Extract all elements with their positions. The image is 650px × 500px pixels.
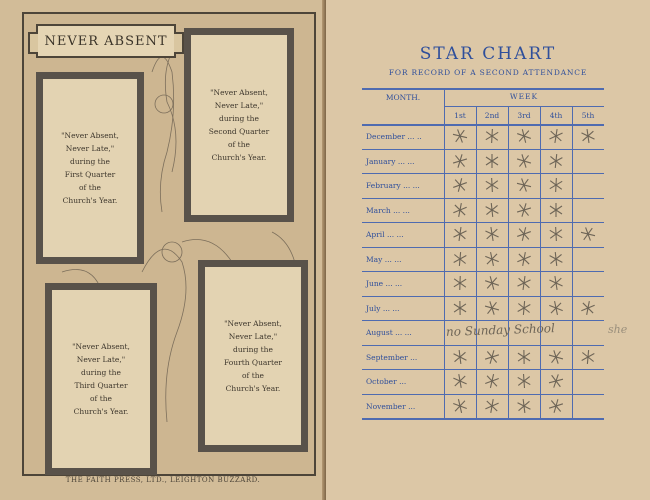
header-bottom-line bbox=[362, 124, 604, 126]
quarter-frame-4 bbox=[198, 260, 308, 452]
pencil-star-icon bbox=[516, 177, 532, 193]
pencil-star-icon bbox=[516, 373, 532, 389]
month-label: May ... ... bbox=[366, 254, 402, 264]
pencil-star-icon bbox=[548, 153, 564, 169]
row-line bbox=[362, 222, 604, 223]
pencil-star-icon bbox=[548, 177, 564, 193]
pencil-star-icon bbox=[516, 398, 532, 414]
month-label: March ... ... bbox=[366, 205, 410, 215]
quarter-text-3: "Never Absent, Never Late," during the Third Quarter of the Church's Year. bbox=[72, 342, 130, 416]
pencil-star-icon bbox=[452, 275, 468, 291]
pencil-star-icon bbox=[548, 226, 564, 242]
chart-title: STAR CHART bbox=[419, 44, 557, 64]
pencil-star-icon bbox=[516, 202, 532, 218]
right-page bbox=[326, 0, 650, 500]
pencil-star-icon bbox=[452, 300, 468, 316]
pencil-star-icon bbox=[484, 300, 500, 316]
pencil-star-icon bbox=[484, 153, 500, 169]
pencil-star-icon bbox=[452, 373, 468, 389]
quarter-text-4: "Never Absent, Never Late," during the Fourth Quarter of the Church's Year. bbox=[223, 319, 283, 393]
pencil-star-icon bbox=[484, 275, 500, 291]
chart-subtitle: FOR RECORD OF A SECOND ATTENDANCE bbox=[388, 68, 588, 77]
month-label: October ... bbox=[366, 377, 407, 386]
pencil-star-icon bbox=[452, 226, 468, 242]
row-line bbox=[362, 247, 604, 248]
row-line bbox=[362, 296, 604, 297]
week-divider bbox=[572, 106, 573, 418]
week-label: 3rd bbox=[517, 111, 531, 120]
pencil-star-icon bbox=[580, 300, 596, 316]
month-label: June ... ... bbox=[366, 279, 403, 288]
week-label: 1st bbox=[454, 111, 466, 120]
pencil-star-icon bbox=[452, 153, 468, 169]
pencil-star-icon bbox=[548, 251, 564, 267]
week-label: 5th bbox=[581, 111, 595, 120]
pencil-star-icon bbox=[452, 349, 468, 365]
week-divider bbox=[508, 106, 509, 418]
week-divider bbox=[476, 106, 477, 418]
pencil-star-icon bbox=[548, 373, 564, 389]
month-label: August ... ... bbox=[366, 328, 412, 337]
pencil-star-icon bbox=[452, 202, 468, 218]
row-line bbox=[362, 271, 604, 272]
pencil-star-icon bbox=[484, 398, 500, 414]
quarter-text-1: "Never Absent, Never Late," during the First Quarter of the Church's Year. bbox=[61, 131, 119, 205]
pencil-star-icon bbox=[548, 349, 564, 365]
quarter-text-2: "Never Absent, Never Late," during the Second Quarter of the Church's Year. bbox=[208, 88, 270, 162]
star-chart-grid bbox=[362, 88, 628, 434]
row-line bbox=[362, 198, 604, 199]
month-label: February ... ... bbox=[366, 181, 420, 190]
banner-text: NEVER ABSENT bbox=[44, 33, 168, 49]
row-line bbox=[362, 149, 604, 150]
pencil-star-icon bbox=[516, 128, 532, 144]
month-divider bbox=[444, 88, 445, 418]
row-line bbox=[362, 320, 604, 321]
month-label: January ... ... bbox=[366, 156, 415, 166]
publisher-footer: THE FAITH PRESS, LTD., LEIGHTON BUZZARD. bbox=[65, 476, 261, 484]
pencil-star-icon bbox=[516, 275, 532, 291]
month-label: September ... bbox=[366, 352, 418, 362]
pencil-star-icon bbox=[548, 300, 564, 316]
pencil-star-icon bbox=[484, 226, 500, 242]
week-header: WEEK bbox=[509, 92, 539, 101]
pencil-star-icon bbox=[484, 373, 500, 389]
pencil-star-icon bbox=[452, 128, 468, 144]
row-line bbox=[362, 394, 604, 395]
pencil-star-icon bbox=[452, 177, 468, 193]
month-header: MONTH. bbox=[385, 93, 421, 102]
quarter-frame-3 bbox=[45, 283, 157, 475]
pencil-star-icon bbox=[580, 349, 596, 365]
pencil-star-icon bbox=[516, 226, 532, 242]
week-label: 4th bbox=[549, 111, 563, 120]
week-divider bbox=[540, 106, 541, 418]
pencil-star-icon bbox=[580, 226, 596, 242]
pencil-star-icon bbox=[452, 398, 468, 414]
pencil-star-icon bbox=[516, 300, 532, 316]
month-label: April ... ... bbox=[366, 230, 404, 239]
pencil-star-icon bbox=[452, 251, 468, 267]
handwritten-note-tail: she bbox=[608, 323, 628, 336]
pencil-star-icon bbox=[484, 349, 500, 365]
pencil-star-icon bbox=[516, 349, 532, 365]
quarter-frame-1 bbox=[36, 72, 144, 264]
row-line bbox=[362, 173, 604, 174]
week-label: 2nd bbox=[484, 111, 500, 120]
pencil-star-icon bbox=[516, 251, 532, 267]
month-label: November ... bbox=[366, 401, 416, 411]
pencil-star-icon bbox=[548, 202, 564, 218]
quarter-frame-2 bbox=[184, 28, 294, 222]
pencil-star-icon bbox=[484, 177, 500, 193]
pencil-star-icon bbox=[548, 275, 564, 291]
grid-top-line bbox=[362, 88, 604, 90]
pencil-star-icon bbox=[516, 153, 532, 169]
pencil-star-icon bbox=[580, 128, 596, 144]
pencil-star-icon bbox=[484, 202, 500, 218]
pencil-star-icon bbox=[548, 398, 564, 414]
pencil-star-icon bbox=[484, 128, 500, 144]
pencil-star-icon bbox=[548, 128, 564, 144]
handwritten-note: no Sunday School bbox=[445, 321, 556, 339]
pencil-star-icon bbox=[484, 251, 500, 267]
row-line bbox=[362, 345, 604, 346]
row-line bbox=[362, 369, 604, 370]
week-header-line bbox=[444, 106, 604, 107]
month-label: July ... ... bbox=[366, 303, 400, 313]
month-label: December ... .. bbox=[366, 132, 422, 141]
never-absent-banner bbox=[36, 24, 176, 58]
row-line bbox=[362, 418, 604, 420]
